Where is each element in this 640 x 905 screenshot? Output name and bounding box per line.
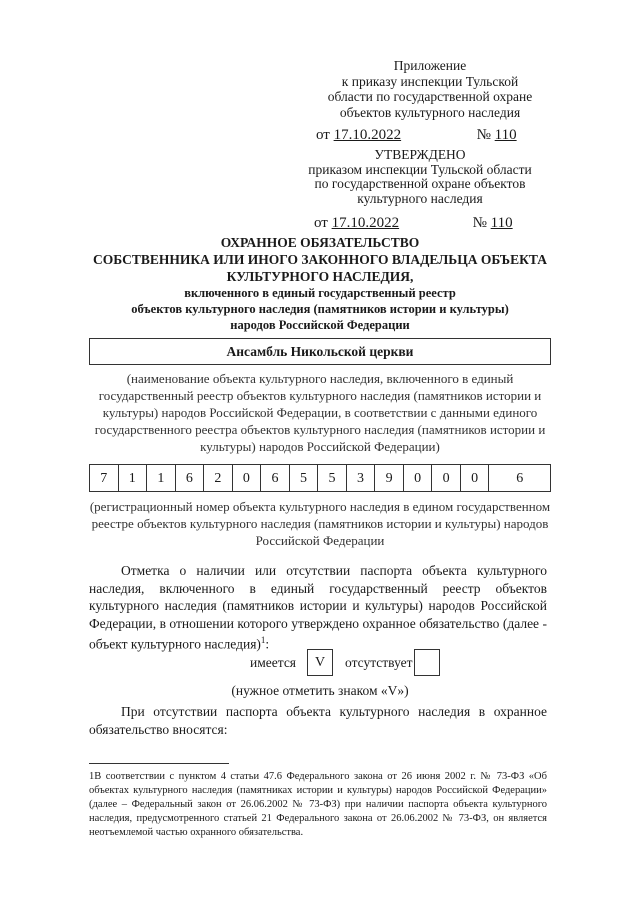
reg-digit: 0 <box>460 464 489 492</box>
reg-digit: 0 <box>431 464 460 492</box>
title-line: СОБСТВЕННИКА ИЛИ ИНОГО ЗАКОННОГО ВЛАДЕЛЬЦА ОБЪЕКТА <box>93 252 547 267</box>
order-date: 17.10.2022 <box>333 127 402 143</box>
reg-digit: 2 <box>203 464 232 492</box>
approved-heading: УТВЕРЖДЕНО <box>374 147 466 162</box>
absence-paragraph: При отсутствии паспорта объекта культурного наследия в охранное обязательство вносятся: <box>89 704 547 737</box>
approved-line: приказом инспекции Тульской области <box>308 161 532 177</box>
registration-number <box>89 464 551 492</box>
document-title <box>70 234 570 333</box>
present-checkbox[interactable]: V <box>307 649 333 676</box>
reg-digit: 6 <box>175 464 204 492</box>
reg-digit: 0 <box>403 464 432 492</box>
date-prefix: от <box>314 215 328 231</box>
approved-block <box>300 148 540 231</box>
reg-digit: 0 <box>232 464 261 492</box>
title-subline: объектов культурного наследия (памятников истории и культуры) <box>131 302 509 316</box>
registration-number-note: (регистрационный номер объекта культурного наследия в едином государственном реестре объектов культурного наследия (памятников истории и культуры) народов Российской Федерации <box>89 499 551 548</box>
reg-digit: 1 <box>118 464 147 492</box>
title-subline: народов Российской Федерации <box>230 318 410 332</box>
reg-digit: 1 <box>146 464 175 492</box>
reg-digit: 9 <box>374 464 403 492</box>
title-line: КУЛЬТУРНОГО НАСЛЕДИЯ, <box>226 269 414 284</box>
footnote-mark: 1 <box>260 635 266 645</box>
passport-text: Отметка о наличии или отсутствии паспорта объекта культурного наследия, включенного в единый государственный реестр объектов культурного наследия (памятников истории и культуры) народов Российской Федерации, в отношении которого утверждено охранное обязательство (далее - объект культурного наследия) <box>89 563 547 652</box>
present-label: имеется <box>250 655 297 670</box>
appendix-order-line <box>300 128 560 144</box>
number-prefix: № <box>476 127 491 143</box>
footnote-text: 1В соответствии с пунктом 4 статьи 47.6 Федерального закона от 26 июня 2002 г. № 73-ФЗ «Об объектах культурного наследия (памятниках истории и культуры) народов Российской Федерации» (далее – Федеральный закон от 26.06.2002 № 73-ФЗ) при наличии паспорта объекта культурного наследия, предусмотренного статьей 21 Федерального закона от 26.06.2002 № 73-ФЗ, он является неотъемлемой частью охранного обязательства. <box>89 771 547 838</box>
reg-digit: 6 <box>260 464 289 492</box>
date-prefix: от <box>316 127 330 143</box>
reg-digit: 5 <box>317 464 346 492</box>
reg-digit: 7 <box>89 464 118 492</box>
appendix-line: объектов культурного наследия <box>339 104 521 120</box>
footnote-divider <box>89 763 229 764</box>
passport-paragraph: Отметка о наличии или отсутствии паспорта объекта культурного наследия, включенного в единый государственный реестр объектов культурного наследия (памятников истории и культуры) народов Российской Федерации, в отношении которого утверждено охранное обязательство (далее - объект культурного наследия)$^1$: <box>89 563 547 652</box>
title-subline: включенного в единый государственный реестр <box>184 286 456 300</box>
reg-digit: 6 <box>488 464 551 492</box>
appendix-line: Приложение <box>393 58 467 73</box>
reg-digit: 3 <box>346 464 375 492</box>
appendix-block <box>300 58 560 144</box>
title-line: ОХРАННОЕ ОБЯЗАТЕЛЬСТВО <box>220 235 420 250</box>
reg-digit: 5 <box>289 464 318 492</box>
number-prefix: № <box>472 215 487 231</box>
object-name-box: Ансамбль Никольской церкви <box>89 338 551 365</box>
approved-line: культурного наследия <box>357 190 483 206</box>
approved-number: 110 <box>490 215 513 231</box>
marks-hint: (нужное отметить знаком «V») <box>231 683 409 698</box>
order-number: 110 <box>494 127 517 143</box>
approved-date: 17.10.2022 <box>331 215 400 231</box>
approved-order-line <box>300 216 540 231</box>
appendix-line: области по государственной охране <box>327 89 533 104</box>
object-name-note: (наименование объекта культурного наследия, включенного в единый государственный реестр объектов культурного наследия (памятников истории и культуры) народов Российской Федерации, в соответствии с данными единого государственного реестра объектов культурного наследия (памятников истории и культуры) народов Российской Федерации) <box>94 371 546 454</box>
approved-line: по государственной охране объектов <box>314 176 526 191</box>
absent-label: отсутствует <box>345 655 413 670</box>
appendix-line: к приказу инспекции Тульской <box>341 73 519 89</box>
absent-checkbox[interactable] <box>414 649 440 676</box>
